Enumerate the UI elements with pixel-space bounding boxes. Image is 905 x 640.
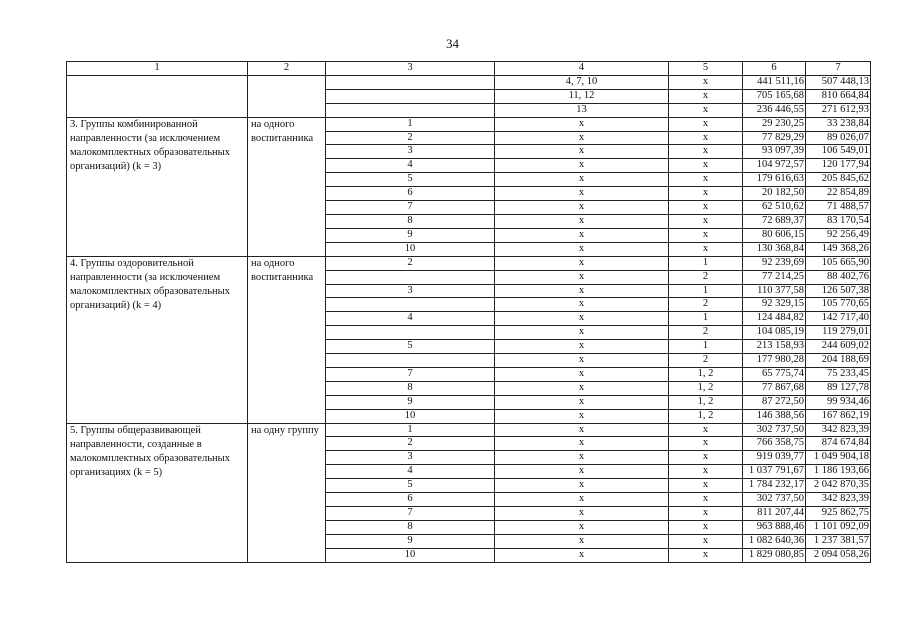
cost-with-coef-cell: 342 823,39: [806, 493, 871, 507]
group-size-cell: [326, 103, 495, 117]
unit-cell: на одну группу: [248, 423, 326, 562]
param-cell: x: [495, 326, 669, 340]
cost-with-coef-cell: 244 609,02: [806, 340, 871, 354]
group-size-cell: 10: [326, 242, 495, 256]
group-size-cell: 9: [326, 228, 495, 242]
mode-cell: x: [669, 145, 743, 159]
group-size-cell: 6: [326, 493, 495, 507]
table-body: [67, 62, 871, 563]
cost-with-coef-cell: 142 717,40: [806, 312, 871, 326]
mode-cell: x: [669, 493, 743, 507]
cost-cell: 130 368,84: [743, 242, 806, 256]
param-cell: x: [495, 173, 669, 187]
group-size-cell: 8: [326, 520, 495, 534]
param-cell: x: [495, 451, 669, 465]
mode-cell: x: [669, 214, 743, 228]
group-size-cell: 3: [326, 284, 495, 298]
mode-cell: x: [669, 173, 743, 187]
cost-with-coef-cell: 271 612,93: [806, 103, 871, 117]
table-row: [67, 423, 871, 437]
column-header-5: 5: [669, 62, 743, 76]
cost-cell: 705 165,68: [743, 89, 806, 103]
group-size-cell: 7: [326, 507, 495, 521]
param-cell: x: [495, 479, 669, 493]
param-cell: x: [495, 395, 669, 409]
cost-cell: 110 377,58: [743, 284, 806, 298]
cost-cell: 80 606,15: [743, 228, 806, 242]
mode-cell: x: [669, 534, 743, 548]
mode-cell: 1: [669, 256, 743, 270]
cost-with-coef-cell: 925 862,75: [806, 507, 871, 521]
group-size-cell: 2: [326, 131, 495, 145]
cost-with-coef-cell: 89 127,78: [806, 381, 871, 395]
cost-cell: 77 867,68: [743, 381, 806, 395]
group-size-cell: 7: [326, 201, 495, 215]
group-size-cell: 5: [326, 340, 495, 354]
cost-with-coef-cell: 119 279,01: [806, 326, 871, 340]
cost-cell: 1 784 232,17: [743, 479, 806, 493]
cost-with-coef-cell: 120 177,94: [806, 159, 871, 173]
column-header-2: 2: [248, 62, 326, 76]
param-cell: x: [495, 270, 669, 284]
group-size-cell: 2: [326, 256, 495, 270]
cost-cell: 92 329,15: [743, 298, 806, 312]
mode-cell: 1: [669, 340, 743, 354]
cost-cell: 1 037 791,67: [743, 465, 806, 479]
cost-cell: 146 388,56: [743, 409, 806, 423]
cost-cell: 919 039,77: [743, 451, 806, 465]
column-header-4: 4: [495, 62, 669, 76]
cost-cell: 72 689,37: [743, 214, 806, 228]
mode-cell: 1: [669, 312, 743, 326]
cost-cell: 179 616,63: [743, 173, 806, 187]
cost-with-coef-cell: 167 862,19: [806, 409, 871, 423]
param-cell: 4, 7, 10: [495, 75, 669, 89]
column-header-1: 1: [67, 62, 248, 76]
param-cell: x: [495, 131, 669, 145]
param-cell: x: [495, 381, 669, 395]
cost-cell: 77 829,29: [743, 131, 806, 145]
param-cell: x: [495, 214, 669, 228]
group-size-cell: 2: [326, 437, 495, 451]
cost-cell: 811 207,44: [743, 507, 806, 521]
column-header-7: 7: [806, 62, 871, 76]
group-size-cell: [326, 89, 495, 103]
cost-cell: 766 358,75: [743, 437, 806, 451]
cost-with-coef-cell: 1 101 092,09: [806, 520, 871, 534]
mode-cell: x: [669, 520, 743, 534]
table-row: [67, 75, 871, 89]
group-size-cell: [326, 75, 495, 89]
mode-cell: 1, 2: [669, 409, 743, 423]
group-label-cell: 4. Группы оздоровительной направленности (за исключением малокомплектных образовательных организаций) (k = 4): [67, 256, 248, 423]
param-cell: x: [495, 201, 669, 215]
cost-cell: 177 980,28: [743, 354, 806, 368]
cost-cell: 92 239,69: [743, 256, 806, 270]
param-cell: x: [495, 145, 669, 159]
cost-with-coef-cell: 75 233,45: [806, 367, 871, 381]
cost-with-coef-cell: 106 549,01: [806, 145, 871, 159]
param-cell: x: [495, 493, 669, 507]
group-size-cell: [326, 326, 495, 340]
param-cell: x: [495, 340, 669, 354]
param-cell: x: [495, 312, 669, 326]
mode-cell: 1, 2: [669, 367, 743, 381]
group-size-cell: 3: [326, 145, 495, 159]
cost-cell: 441 511,16: [743, 75, 806, 89]
cost-with-coef-cell: 204 188,69: [806, 354, 871, 368]
tariff-table: [66, 61, 871, 563]
cost-cell: 62 510,62: [743, 201, 806, 215]
cost-with-coef-cell: 1 186 193,66: [806, 465, 871, 479]
cost-with-coef-cell: 71 488,57: [806, 201, 871, 215]
param-cell: 13: [495, 103, 669, 117]
cost-cell: 302 737,50: [743, 493, 806, 507]
page-number: 34: [446, 36, 459, 51]
cost-cell: 302 737,50: [743, 423, 806, 437]
group-size-cell: 9: [326, 395, 495, 409]
group-size-cell: 8: [326, 214, 495, 228]
group-label-cell: 3. Группы комбинированной направленности (за исключением малокомплектных образовательных организаций) (k = 3): [67, 117, 248, 256]
param-cell: x: [495, 284, 669, 298]
param-cell: x: [495, 298, 669, 312]
group-size-cell: 8: [326, 381, 495, 395]
cost-with-coef-cell: 1 049 904,18: [806, 451, 871, 465]
group-size-cell: [326, 270, 495, 284]
cost-with-coef-cell: 126 507,38: [806, 284, 871, 298]
cost-cell: 87 272,50: [743, 395, 806, 409]
param-cell: x: [495, 520, 669, 534]
param-cell: x: [495, 409, 669, 423]
unit-cell: [248, 75, 326, 117]
mode-cell: x: [669, 437, 743, 451]
group-size-cell: 10: [326, 548, 495, 562]
group-size-cell: 1: [326, 117, 495, 131]
group-size-cell: 5: [326, 479, 495, 493]
cost-cell: 963 888,46: [743, 520, 806, 534]
group-size-cell: 3: [326, 451, 495, 465]
param-cell: x: [495, 423, 669, 437]
mode-cell: x: [669, 451, 743, 465]
cost-with-coef-cell: 2 094 058,26: [806, 548, 871, 562]
mode-cell: x: [669, 423, 743, 437]
cost-cell: 104 972,57: [743, 159, 806, 173]
table-header-row: [67, 62, 871, 76]
cost-cell: 236 446,55: [743, 103, 806, 117]
cost-with-coef-cell: 22 854,89: [806, 187, 871, 201]
cost-with-coef-cell: 99 934,46: [806, 395, 871, 409]
mode-cell: 2: [669, 270, 743, 284]
group-size-cell: 4: [326, 159, 495, 173]
group-size-cell: 6: [326, 187, 495, 201]
cost-with-coef-cell: 810 664,84: [806, 89, 871, 103]
cost-cell: 93 097,39: [743, 145, 806, 159]
group-size-cell: 10: [326, 409, 495, 423]
param-cell: x: [495, 437, 669, 451]
group-size-cell: 4: [326, 312, 495, 326]
mode-cell: 1, 2: [669, 381, 743, 395]
param-cell: x: [495, 465, 669, 479]
cost-with-coef-cell: 2 042 870,35: [806, 479, 871, 493]
param-cell: x: [495, 354, 669, 368]
mode-cell: x: [669, 242, 743, 256]
cost-cell: 29 230,25: [743, 117, 806, 131]
mode-cell: x: [669, 117, 743, 131]
mode-cell: 2: [669, 298, 743, 312]
cost-with-coef-cell: 205 845,62: [806, 173, 871, 187]
table-row: [67, 256, 871, 270]
mode-cell: x: [669, 103, 743, 117]
unit-cell: на одного воспитанника: [248, 256, 326, 423]
column-header-6: 6: [743, 62, 806, 76]
mode-cell: x: [669, 75, 743, 89]
mode-cell: x: [669, 89, 743, 103]
cost-with-coef-cell: 105 665,90: [806, 256, 871, 270]
param-cell: x: [495, 548, 669, 562]
param-cell: x: [495, 256, 669, 270]
cost-cell: 213 158,93: [743, 340, 806, 354]
cost-with-coef-cell: 92 256,49: [806, 228, 871, 242]
cost-cell: 1 829 080,85: [743, 548, 806, 562]
cost-with-coef-cell: 88 402,76: [806, 270, 871, 284]
param-cell: x: [495, 117, 669, 131]
param-cell: x: [495, 367, 669, 381]
group-label-cell: 5. Группы общеразвивающей направленности, созданные в малокомплектных образовательных организациях (k = 5): [67, 423, 248, 562]
param-cell: x: [495, 187, 669, 201]
cost-with-coef-cell: 1 237 381,57: [806, 534, 871, 548]
cost-with-coef-cell: 105 770,65: [806, 298, 871, 312]
param-cell: 11, 12: [495, 89, 669, 103]
mode-cell: x: [669, 228, 743, 242]
param-cell: x: [495, 242, 669, 256]
mode-cell: x: [669, 187, 743, 201]
param-cell: x: [495, 534, 669, 548]
cost-with-coef-cell: 507 448,13: [806, 75, 871, 89]
mode-cell: x: [669, 201, 743, 215]
param-cell: x: [495, 159, 669, 173]
mode-cell: x: [669, 465, 743, 479]
group-size-cell: 4: [326, 465, 495, 479]
unit-cell: на одного воспитанника: [248, 117, 326, 256]
group-size-cell: 7: [326, 367, 495, 381]
mode-cell: x: [669, 479, 743, 493]
group-size-cell: 9: [326, 534, 495, 548]
mode-cell: 2: [669, 354, 743, 368]
cost-cell: 20 182,50: [743, 187, 806, 201]
param-cell: x: [495, 228, 669, 242]
group-size-cell: 1: [326, 423, 495, 437]
table-row: [67, 117, 871, 131]
group-size-cell: [326, 354, 495, 368]
mode-cell: 1, 2: [669, 395, 743, 409]
cost-cell: 77 214,25: [743, 270, 806, 284]
cost-with-coef-cell: 149 368,26: [806, 242, 871, 256]
mode-cell: x: [669, 131, 743, 145]
param-cell: x: [495, 507, 669, 521]
cost-cell: 65 775,74: [743, 367, 806, 381]
group-size-cell: [326, 298, 495, 312]
column-header-3: 3: [326, 62, 495, 76]
group-size-cell: 5: [326, 173, 495, 187]
cost-with-coef-cell: 33 238,84: [806, 117, 871, 131]
mode-cell: x: [669, 159, 743, 173]
mode-cell: 2: [669, 326, 743, 340]
mode-cell: x: [669, 548, 743, 562]
cost-cell: 124 484,82: [743, 312, 806, 326]
cost-with-coef-cell: 874 674,84: [806, 437, 871, 451]
cost-cell: 1 082 640,36: [743, 534, 806, 548]
cost-with-coef-cell: 342 823,39: [806, 423, 871, 437]
cost-with-coef-cell: 83 170,54: [806, 214, 871, 228]
mode-cell: x: [669, 507, 743, 521]
cost-with-coef-cell: 89 026,07: [806, 131, 871, 145]
mode-cell: 1: [669, 284, 743, 298]
group-label-cell: [67, 75, 248, 117]
cost-cell: 104 085,19: [743, 326, 806, 340]
